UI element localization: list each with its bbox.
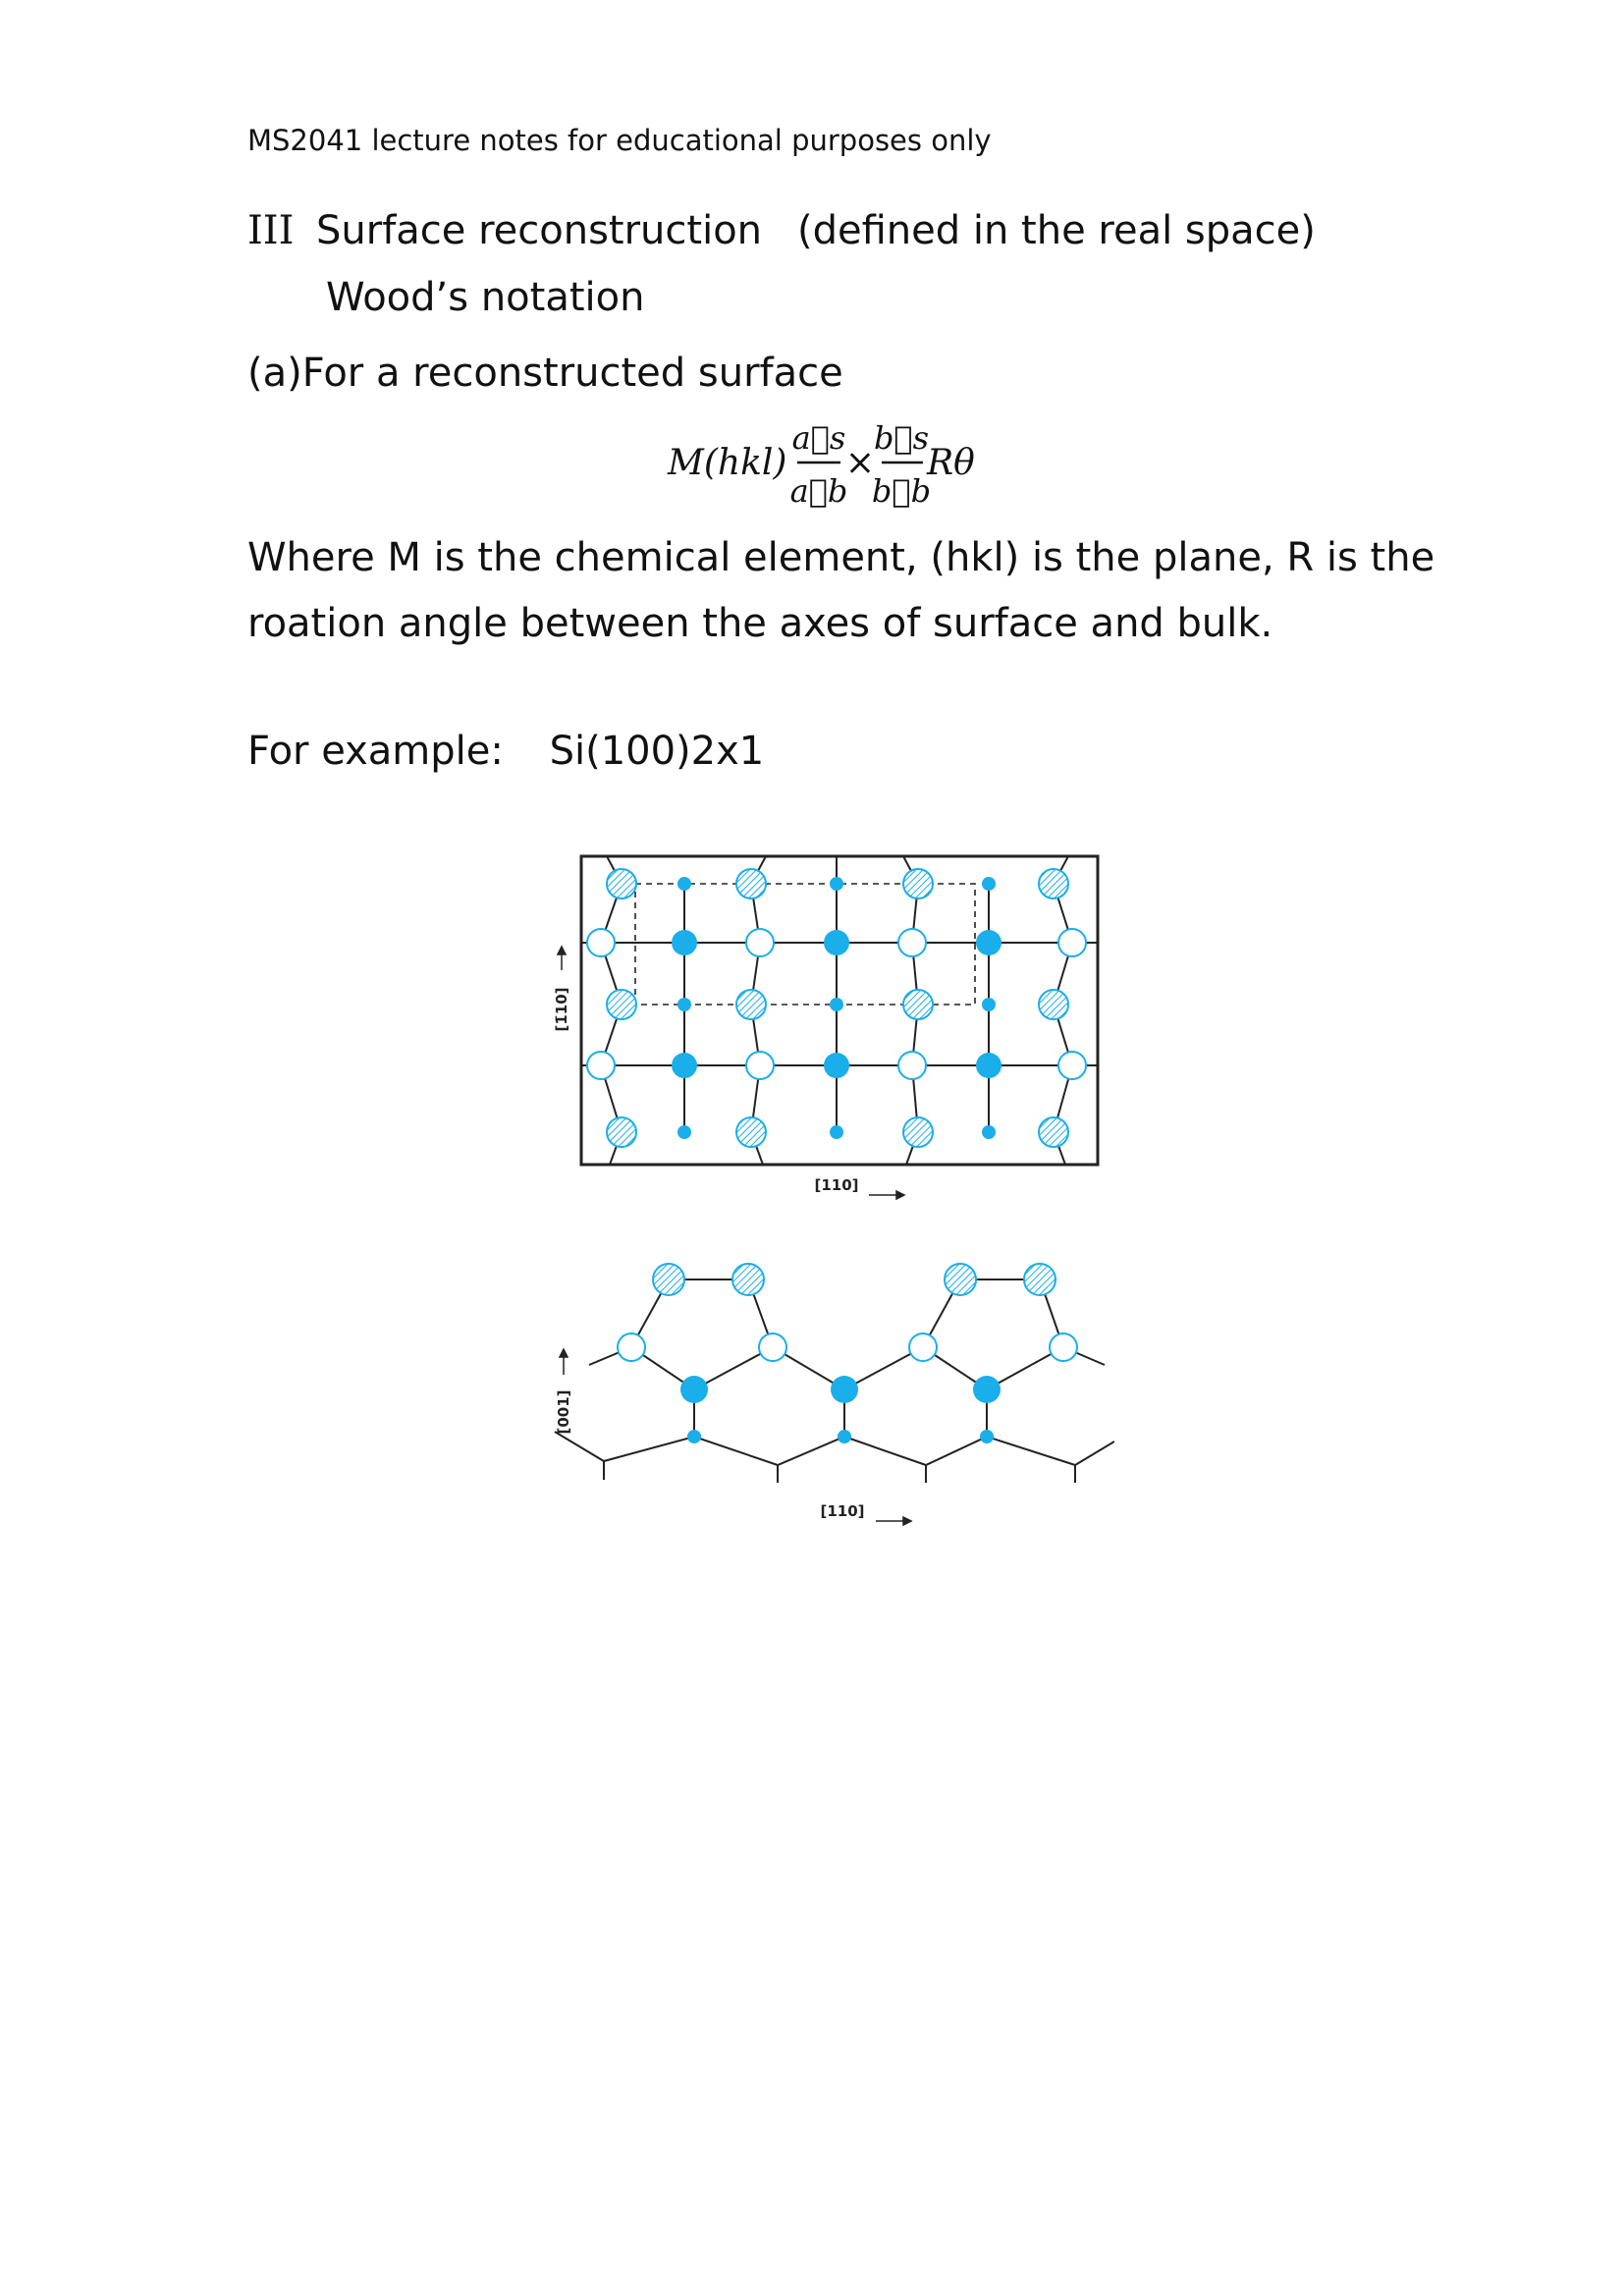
item-text: For a reconstructed surface: [301, 351, 843, 396]
formula-num2: b⃗s: [873, 419, 930, 457]
paragraph-line-1: Where M is the chemical element, (hkl) is the plane, R is the: [247, 535, 1435, 580]
x-axis-arrow: [869, 1191, 904, 1199]
si100-2x1-top-view: [545, 844, 1114, 1213]
item-label: (a): [247, 351, 302, 396]
formula-den1: a⃗b: [789, 472, 848, 510]
example-line: [247, 729, 764, 774]
woods-notation-formula: [0, 408, 1624, 525]
formula-num1: a⃗s: [791, 419, 846, 457]
formula-prefix: M(hkl): [668, 443, 787, 483]
section-note: (defined in the real space): [797, 208, 1316, 253]
side-x-axis-arrow: [876, 1517, 911, 1525]
formula-times: ×: [844, 443, 876, 483]
example-label: For example:: [247, 729, 504, 774]
formula-den2: b⃗b: [871, 472, 932, 510]
formula-suffix: Rθ: [927, 443, 975, 483]
section-title: Surface reconstruction: [316, 208, 763, 253]
section-subtitle: Wood’s notation: [326, 275, 645, 320]
item-a: [247, 351, 843, 396]
y-axis-label: [1̄10]: [553, 987, 570, 1032]
side-second-layer-atoms: [618, 1333, 1077, 1361]
side-y-axis-label: [001]: [555, 1389, 572, 1435]
side-fourth-layer-atoms: [687, 1430, 994, 1443]
paragraph-line-2: roation angle between the axes of surface and bulk.: [247, 601, 1273, 646]
side-third-layer-atoms: [680, 1376, 1001, 1403]
side-y-axis-arrow: [560, 1349, 568, 1375]
page-header: MS2041 lecture notes for educational purposes only: [247, 124, 992, 157]
section-number: III: [247, 208, 295, 253]
si100-2x1-side-view: [545, 1247, 1114, 1542]
x-axis-label: [110]: [814, 1176, 859, 1194]
y-axis-arrow: [558, 947, 566, 970]
side-x-axis-label: [110]: [820, 1502, 865, 1520]
example-value: Si(100)2x1: [549, 729, 765, 774]
